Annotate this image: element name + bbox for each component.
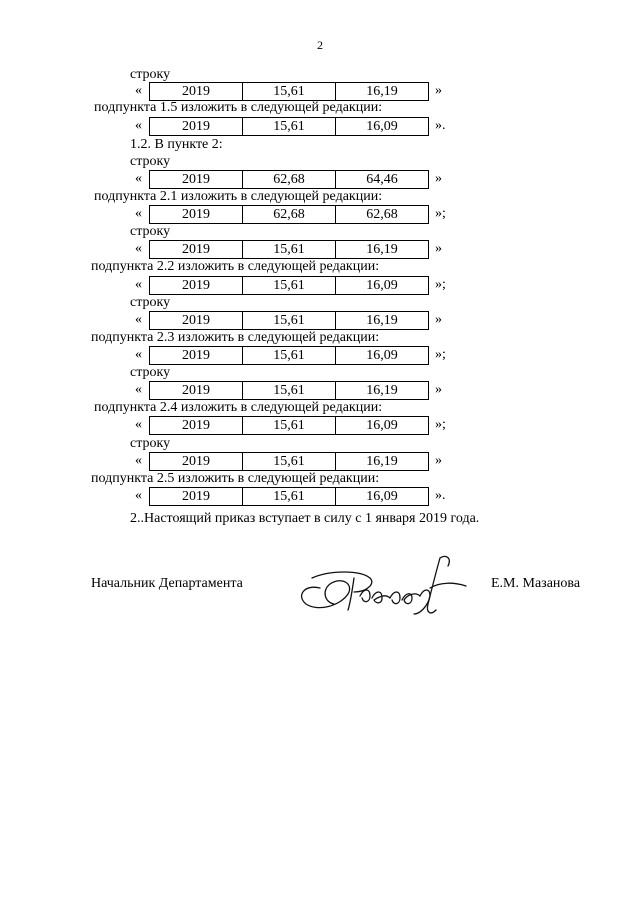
quote-close: »; — [435, 206, 446, 221]
quote-close: » — [435, 83, 442, 98]
value-cell: 16,09 — [336, 347, 429, 365]
value-table — [149, 311, 429, 330]
value-cell: 16,19 — [336, 312, 429, 330]
value-table — [149, 240, 429, 259]
quote-open: « — [135, 83, 142, 98]
value-cell: 62,68 — [336, 206, 429, 224]
text-line: подпункта 2.5 изложить в следующей редакции: — [91, 471, 380, 486]
value-cell: 15,61 — [243, 347, 336, 365]
quote-close: » — [435, 453, 442, 468]
signature-position: Начальник Департамента — [91, 576, 243, 591]
quote-close: »; — [435, 277, 446, 292]
quote-open: « — [135, 171, 142, 186]
quote-close: » — [435, 312, 442, 327]
handwritten-signature — [290, 548, 475, 620]
signatory-name: Е.М. Мазанова — [491, 576, 581, 591]
quote-close: ». — [435, 488, 446, 503]
year-cell: 2019 — [150, 277, 243, 295]
value-table — [149, 205, 429, 224]
value-cell: 16,09 — [336, 417, 429, 435]
value-table — [149, 381, 429, 400]
value-cell: 15,61 — [243, 83, 336, 101]
value-cell: 16,19 — [336, 83, 429, 101]
quote-open: « — [135, 488, 142, 503]
text-line: строку — [130, 365, 171, 380]
year-cell: 2019 — [150, 206, 243, 224]
quote-close: »; — [435, 417, 446, 432]
value-cell: 15,61 — [243, 453, 336, 471]
text-line: строку — [130, 224, 171, 239]
quote-close: » — [435, 171, 442, 186]
value-cell: 16,19 — [336, 453, 429, 471]
year-cell: 2019 — [150, 118, 243, 136]
year-cell: 2019 — [150, 382, 243, 400]
text-line: строку — [130, 67, 171, 82]
year-cell: 2019 — [150, 171, 243, 189]
quote-open: « — [135, 241, 142, 256]
text-line: подпункта 2.3 изложить в следующей редакции: — [91, 330, 380, 345]
year-cell: 2019 — [150, 241, 243, 259]
value-cell: 16,09 — [336, 118, 429, 136]
text-line: строку — [130, 436, 171, 451]
year-cell: 2019 — [150, 312, 243, 330]
value-cell: 15,61 — [243, 488, 336, 506]
quote-open: « — [135, 277, 142, 292]
value-cell: 64,46 — [336, 171, 429, 189]
value-cell: 16,09 — [336, 277, 429, 295]
page-number: 2 — [317, 38, 323, 52]
value-cell: 15,61 — [243, 417, 336, 435]
text-line: строку — [130, 154, 171, 169]
quote-open: « — [135, 312, 142, 327]
text-line: подпункта 2.2 изложить в следующей редакции: — [91, 259, 380, 274]
quote-open: « — [135, 453, 142, 468]
quote-close: ». — [435, 118, 446, 133]
value-cell: 62,68 — [243, 206, 336, 224]
quote-open: « — [135, 382, 142, 397]
value-table — [149, 117, 429, 136]
text-line: подпункта 2.4 изложить в следующей редакции: — [94, 400, 383, 415]
text-line: 2..Настоящий приказ вступает в силу с 1 января 2019 года. — [130, 511, 480, 526]
value-cell: 16,19 — [336, 241, 429, 259]
text-line: строку — [130, 295, 171, 310]
value-table — [149, 170, 429, 189]
quote-close: »; — [435, 347, 446, 362]
value-cell: 15,61 — [243, 277, 336, 295]
value-cell: 16,19 — [336, 382, 429, 400]
year-cell: 2019 — [150, 83, 243, 101]
value-cell: 15,61 — [243, 118, 336, 136]
quote-open: « — [135, 417, 142, 432]
year-cell: 2019 — [150, 488, 243, 506]
quote-close: » — [435, 382, 442, 397]
value-table — [149, 346, 429, 365]
value-cell: 62,68 — [243, 171, 336, 189]
value-table — [149, 487, 429, 506]
value-cell: 16,09 — [336, 488, 429, 506]
value-table — [149, 452, 429, 471]
value-table — [149, 416, 429, 435]
value-cell: 15,61 — [243, 241, 336, 259]
quote-open: « — [135, 206, 142, 221]
text-line: 1.2. В пункте 2: — [130, 137, 223, 152]
quote-open: « — [135, 118, 142, 133]
year-cell: 2019 — [150, 347, 243, 365]
year-cell: 2019 — [150, 453, 243, 471]
value-cell: 15,61 — [243, 312, 336, 330]
value-table — [149, 276, 429, 295]
quote-close: » — [435, 241, 442, 256]
text-line: подпункта 2.1 изложить в следующей редакции: — [94, 189, 383, 204]
text-line: подпункта 1.5 изложить в следующей редакции: — [94, 100, 383, 115]
value-cell: 15,61 — [243, 382, 336, 400]
quote-open: « — [135, 347, 142, 362]
year-cell: 2019 — [150, 417, 243, 435]
